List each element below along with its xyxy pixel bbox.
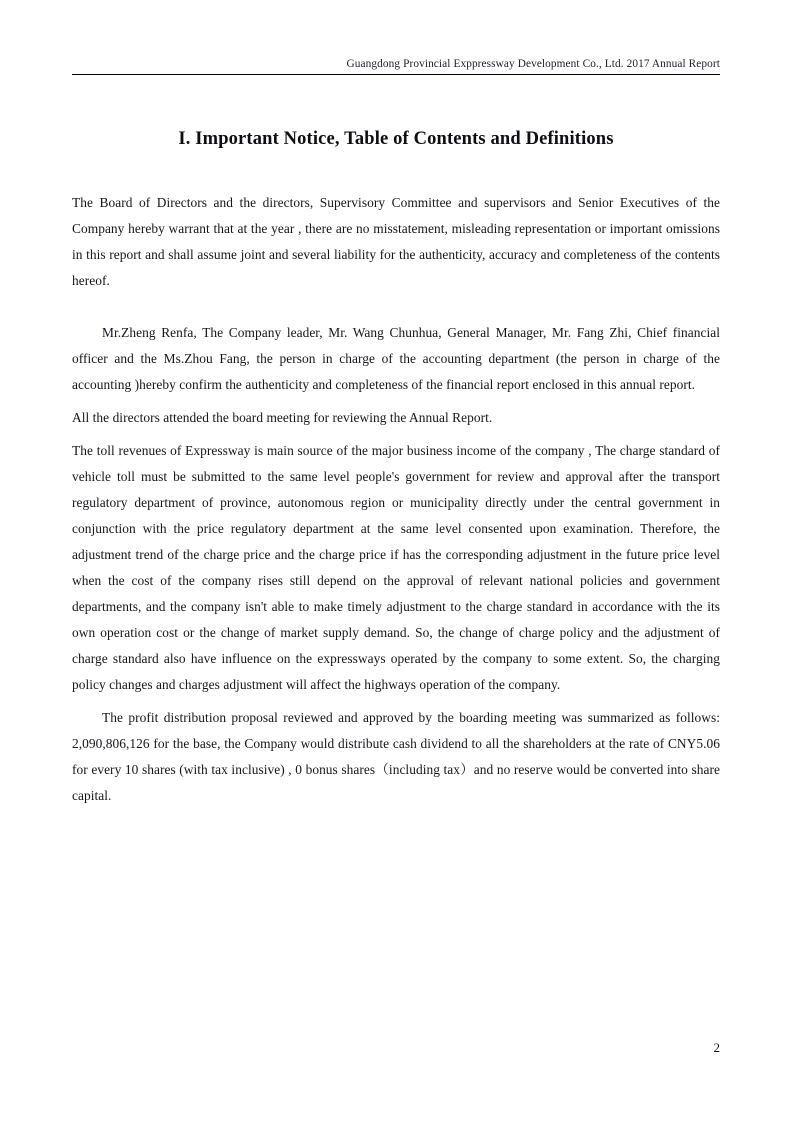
paragraph-board-warrant: The Board of Directors and the directors, Supervisory Committee and supervisors and Senior Executives of the Company hereby warrant that at the year , there are no misstatement, misleading representation or important omissions in this report and shall assume joint and several liability for the authenticity, accuracy and completeness of the contents hereof. — [72, 195, 720, 288]
paragraph-toll-revenues: The toll revenues of Expressway is main source of the major business income of the company , The charge standard of vehicle toll must be submitted to the same level people's government for review and approval after the transport regulatory department of province, autonomous region or municipality directly under the central government in conjunction with the price regulatory department at the same level consented upon examination. Therefore, the adjustment trend of the charge price and the charge price if has the corresponding adjustment in the future price level when the cost of the company rises still depend on the approval of relevant national policies and government departments, and the company isn't able to make timely adjustment to the charge standard in accordance with the its own operation cost or the change of market supply demand. So, the change of charge policy and the adjustment of charge standard also have influence on the expressways operated by the company to some extent. So, the charging policy changes and charges adjustment will affect the highways operation of the company. — [72, 443, 720, 692]
paragraph-directors-attended: All the directors attended the board meeting for reviewing the Annual Report. — [72, 410, 493, 425]
header-divider-rule — [72, 74, 720, 75]
running-header — [72, 54, 720, 72]
paragraph-profit-distribution: The profit distribution proposal reviewed and approved by the boarding meeting was summarized as follows: 2,090,806,126 for the base, the Company would distribute cash dividend to all the shareholders at the rate of CNY5.06 for every 10 shares (with tax inclusive) , 0 bonus shares（including tax）and no reserve would be converted into share capital. — [72, 710, 720, 803]
document-content — [72, 126, 720, 809]
body-paragraphs — [72, 190, 720, 809]
running-header-text: Guangdong Provincial Exppressway Development Co., Ltd. 2017 Annual Report — [346, 58, 720, 70]
paragraph-officers-confirm: Mr.Zheng Renfa, The Company leader, Mr. Wang Chunhua, General Manager, Mr. Fang Zhi, Chief financial officer and the Ms.Zhou Fang, the person in charge of the accounting department (the person in charge of the accounting )hereby confirm the authenticity and completeness of the financial report enclosed in this annual report. — [72, 325, 720, 392]
page-number: 2 — [713, 1040, 720, 1055]
section-title: I. Important Notice, Table of Contents and Definitions — [178, 129, 614, 149]
